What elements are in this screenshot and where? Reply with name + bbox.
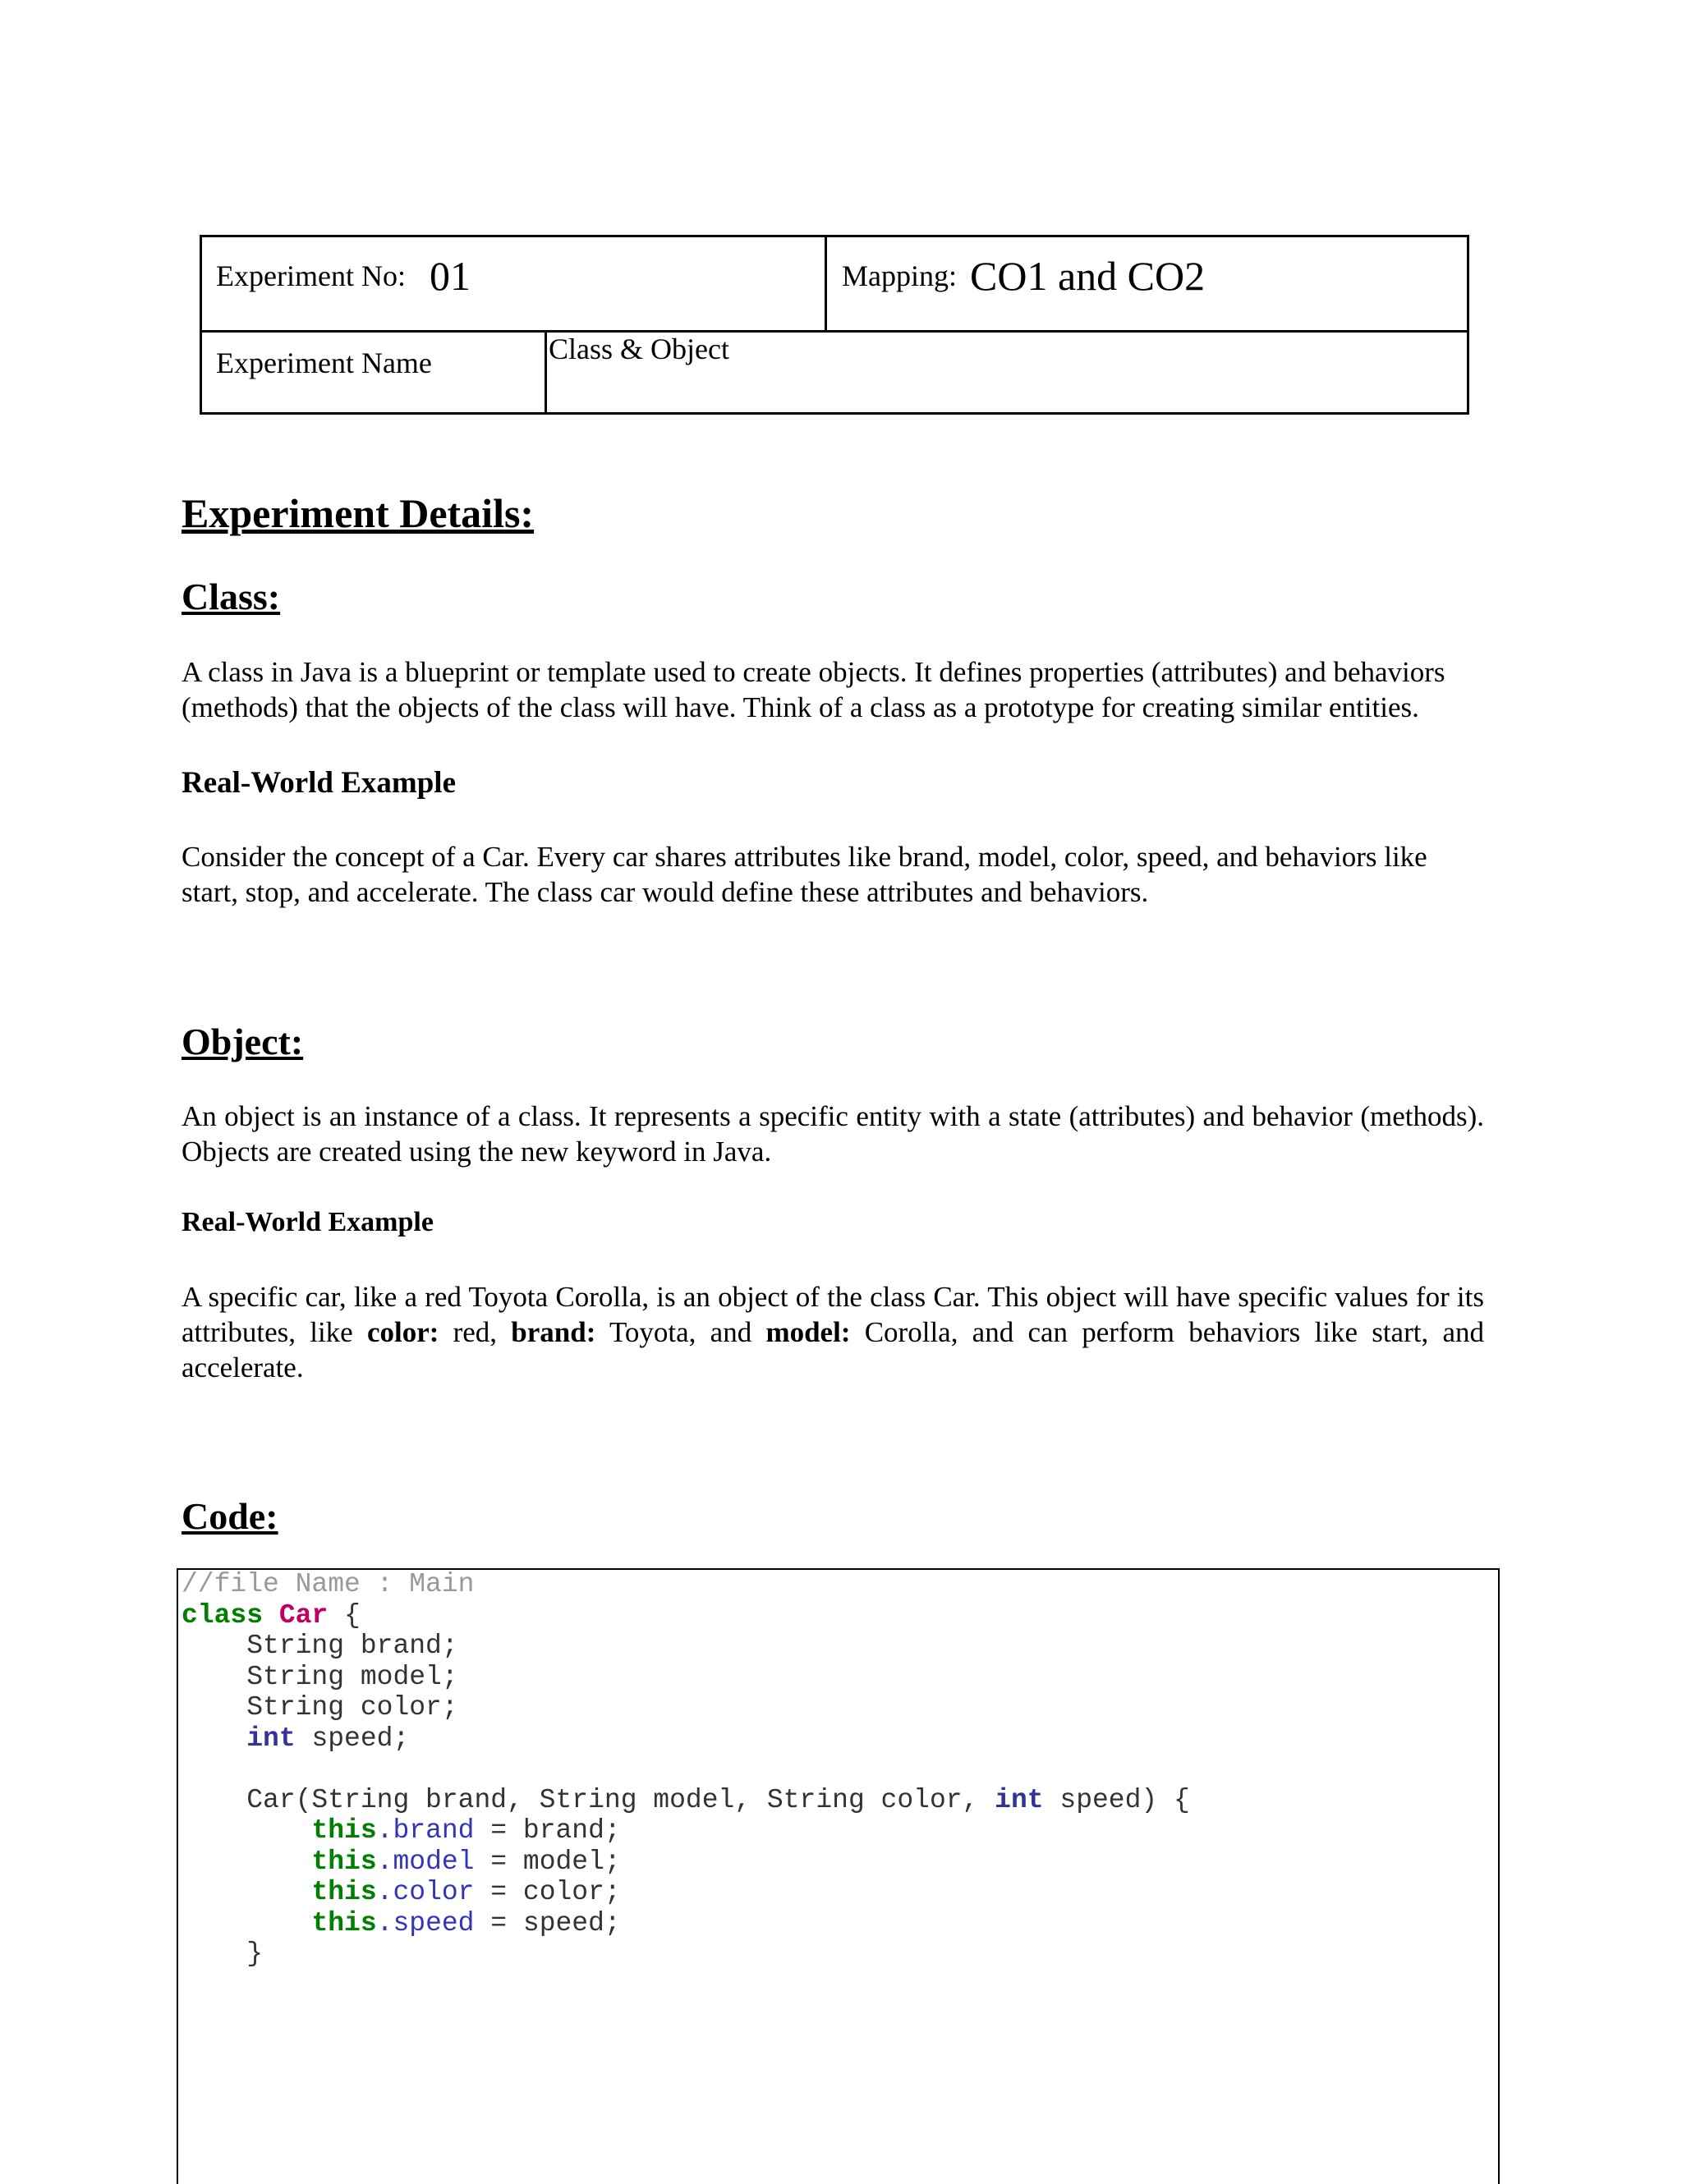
experiment-name-value: Class & Object [549, 333, 729, 365]
object-paragraph: An object is an instance of a class. It represents a specific entity with a state (attributes) and behavior (methods). Objects are created using the new keyword in Java. [182, 1100, 1484, 1168]
mapping-label: Mapping: [842, 259, 957, 292]
class-example-heading: Real-World Example [182, 766, 457, 800]
experiment-name-label: Experiment Name [216, 346, 432, 379]
experiment-no-label: Experiment No: [216, 259, 406, 292]
class-example-paragraph: Consider the concept of a Car. Every car shares attributes like brand, model, color, speed, and behaviors like start, stop, and accelerate. The class car would define these attributes and behaviors. [182, 841, 1427, 908]
object-example-heading: Real-World Example [182, 1207, 434, 1237]
class-paragraph: A class in Java is a blueprint or template used to create objects. It defines properties (attributes) and behaviors (methods) that the objects of the class will have. Think of a class as a prototype for creating similar entities. [182, 656, 1445, 723]
experiment-no-value: 01 [430, 253, 471, 299]
code-heading: Code: [182, 1495, 278, 1537]
experiment-details-heading: Experiment Details: [182, 490, 535, 536]
model-attribute-label: model: [765, 1316, 851, 1348]
color-attribute-label: color: [366, 1316, 439, 1348]
code-comment: //file Name : Main [182, 1569, 475, 1599]
class-heading: Class: [182, 576, 281, 617]
brand-attribute-label: brand: [511, 1316, 596, 1348]
code-block: //file Name : Main class Car { String brand; String model; String color; int speed; Car(String brand, String model, String color, int speed) { this.brand = brand; this.model = model; this.color = color; this.speed = speed; } [182, 1569, 1190, 1969]
table-column-divider [825, 237, 827, 330]
mapping-value: CO1 and CO2 [970, 253, 1206, 299]
class-name: Car [278, 1599, 329, 1631]
table-column-divider [545, 330, 547, 412]
object-heading: Object: [182, 1021, 304, 1062]
table-row-divider [202, 330, 1467, 333]
experiment-info-table [200, 235, 1469, 415]
object-example-paragraph: A specific car, like a red Toyota Corolla, is an object of the class Car. This object will have specific values for its attributes, like color: red, brand: Toyota, and model: Corolla, and can perform behaviors like start, and accelerate. [182, 1281, 1484, 1383]
